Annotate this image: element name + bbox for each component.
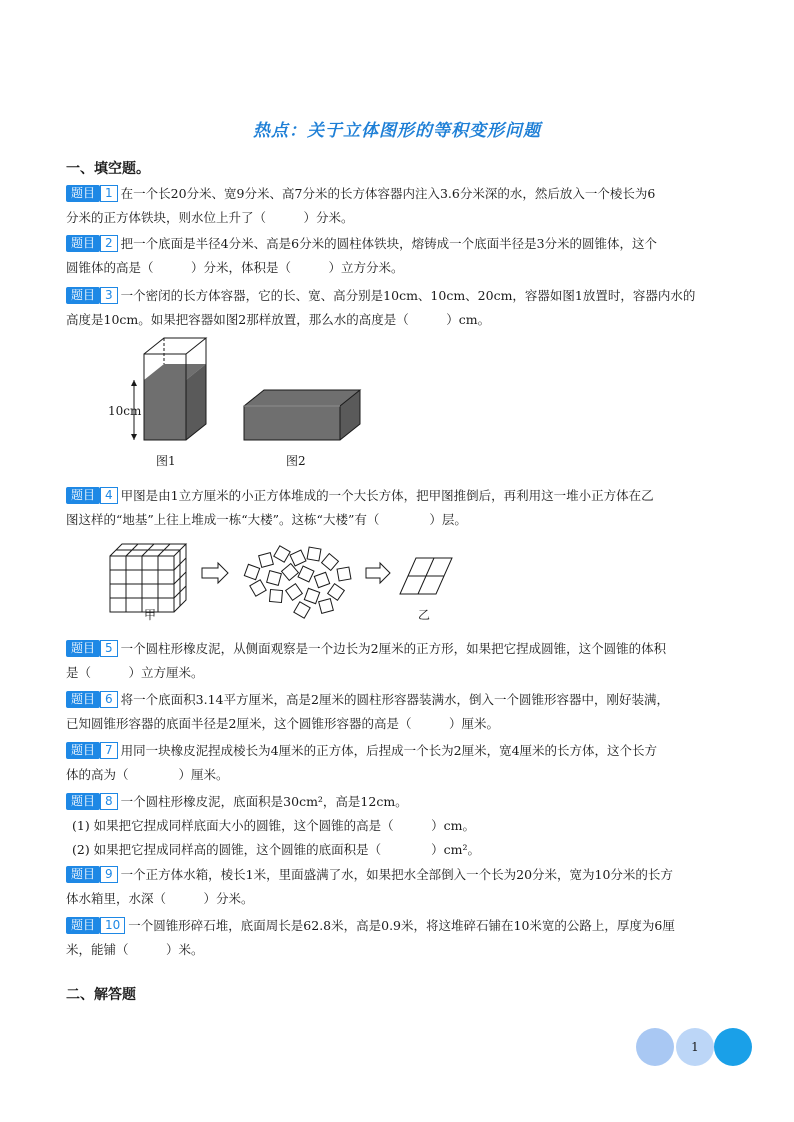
question-text: 把一个底面是半径4分米、高是6分米的圆柱体铁块，熔铸成一个底面半径是3分米的圆锥体，这个	[120, 236, 658, 251]
container-figures	[100, 334, 380, 474]
question-text: 一个密闭的长方体容器，它的长、宽、高分别是10cm、10cm、20cm，容器如图1放置时，容器内水的	[120, 288, 696, 303]
question-tag: 题目	[66, 917, 100, 934]
question-tag: 题目	[66, 235, 100, 252]
question-tag: 题目	[66, 487, 100, 504]
question-number: 4	[100, 487, 118, 504]
question-3	[66, 284, 730, 332]
question-text: 分米的正方体铁块，则水位上升了（ ）分米。	[66, 210, 354, 225]
question-tag: 题目	[66, 866, 100, 883]
question-number: 1	[100, 185, 118, 202]
question-text: 一个正方体水箱，棱长1米，里面盛满了水，如果把水全部倒入一个长为20分米，宽为10分米的长方	[120, 867, 673, 882]
section-heading-answer: 二、解答题	[66, 987, 136, 1003]
decor-circle	[636, 1028, 674, 1066]
question-number: 10	[100, 917, 125, 934]
question-text: 体水箱里，水深（ ）分米。	[66, 891, 254, 906]
question-9	[66, 863, 730, 911]
decor-circle	[714, 1028, 752, 1066]
cuboid-grid	[110, 544, 186, 612]
question-number: 7	[100, 742, 118, 759]
question-number: 8	[100, 793, 118, 810]
question-4	[66, 484, 730, 532]
page-title: 热点：关于立体图形的等积变形问题	[253, 121, 541, 141]
question-text: 一个圆柱形橡皮泥，从侧面观察是一个边长为2厘米的正方形，如果把它捏成圆锥，这个圆锥的体积	[120, 641, 667, 656]
question-text: 一个圆柱形橡皮泥，底面积是30cm²，高是12cm。	[120, 794, 408, 809]
question-text: 高度是10cm。如果把容器如图2那样放置，那么水的高度是（ ）cm。	[66, 312, 491, 327]
question-text: 体的高为（ ）厘米。	[66, 767, 229, 782]
question-tag: 题目	[66, 691, 100, 708]
question-number: 6	[100, 691, 118, 708]
question-tag: 题目	[66, 185, 100, 202]
question-subpart: (1) 如果把它捏成同样底面大小的圆锥，这个圆锥的高是（ ）cm。	[72, 818, 476, 833]
question-1	[66, 182, 730, 230]
question-tag: 题目	[66, 742, 100, 759]
question-6	[66, 688, 730, 736]
question-number: 9	[100, 866, 118, 883]
section-heading-fill-blank: 一、填空题。	[66, 161, 150, 177]
question-tag: 题目	[66, 640, 100, 657]
scattered-cubes	[244, 546, 351, 618]
question-10	[66, 914, 730, 962]
figure-b-caption: 乙	[418, 608, 431, 622]
water-front-fig1	[144, 380, 186, 440]
question-text: 甲图是由1立方厘米的小正方体堆成的一个大长方体，把甲图推倒后，再利用这一堆小正方体在乙	[120, 488, 654, 503]
question-text: 将一个底面积3.14平方厘米，高是2厘米的圆柱形容器装满水，倒入一个圆锥形容器中，刚好装满，	[120, 692, 669, 707]
question-text: 用同一块橡皮泥捏成棱长为4厘米的正方体，后捏成一个长为2厘米，宽4厘米的长方体，这个长方	[120, 743, 658, 758]
question-tag: 题目	[66, 793, 100, 810]
arrow-icon	[202, 563, 228, 583]
question-text: 米，能铺（ ）米。	[66, 942, 204, 957]
question-text: 一个圆锥形碎石堆，底面周长是62.8米，高是0.9米，将这堆碎石铺在10米宽的公路上，厚度为6厘	[128, 918, 675, 933]
question-tag: 题目	[66, 287, 100, 304]
question-number: 5	[100, 640, 118, 657]
question-text: 圆锥体的高是（ ）分米，体积是（ ）立方分米。	[66, 260, 404, 275]
container-diagram	[100, 334, 380, 474]
question-number: 3	[100, 287, 118, 304]
question-5	[66, 637, 730, 685]
arrow-icon	[366, 563, 390, 583]
figure-a-caption: 甲	[144, 608, 157, 622]
question-7	[66, 739, 730, 787]
page-number-badge	[636, 1028, 752, 1066]
question-2	[66, 232, 730, 280]
water-front-fig2	[244, 406, 340, 440]
question-text: 是（ ）立方厘米。	[66, 665, 204, 680]
question-text: 已知圆锥形容器的底面半径是2厘米，这个圆锥形容器的高是（ ）厘米。	[66, 716, 499, 731]
page-number: 1	[676, 1028, 714, 1066]
question-subpart: (2) 如果把它捏成同样高的圆锥，这个圆锥的底面积是（ ）cm²。	[72, 842, 481, 857]
question-number: 2	[100, 235, 118, 252]
figure-1-caption: 图1	[156, 454, 176, 468]
cube-figures	[100, 536, 460, 626]
base-grid	[400, 558, 452, 594]
height-label: 10cm	[108, 404, 142, 418]
question-8	[66, 790, 730, 862]
question-text: 图这样的“地基”上往上堆成一栋“大楼”。这栋“大楼”有（ ）层。	[66, 512, 467, 527]
figure-2-caption: 图2	[286, 454, 306, 468]
question-text: 在一个长20分米、宽9分米、高7分米的长方体容器内注入3.6分米深的水，然后放入一个棱长为6	[120, 186, 656, 201]
